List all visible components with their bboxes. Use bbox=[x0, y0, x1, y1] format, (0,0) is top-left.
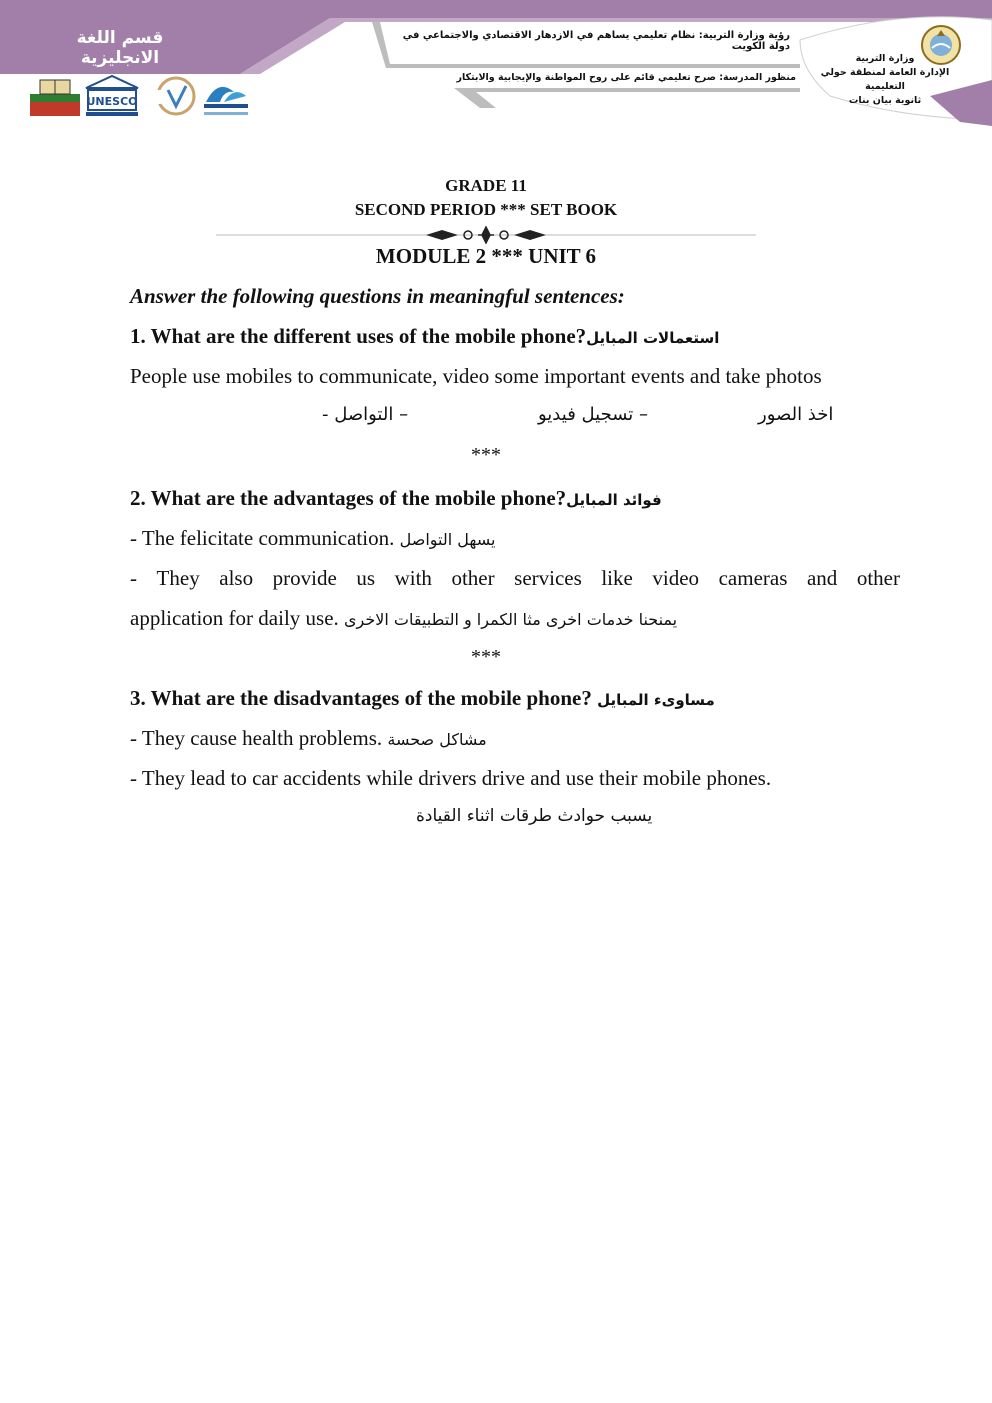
answer-2-2-line-1 bbox=[130, 566, 900, 591]
grade-heading: GRADE 11 bbox=[445, 176, 527, 195]
answer-2-2-line-2 bbox=[130, 606, 900, 631]
word: provide bbox=[272, 566, 337, 590]
question-1 bbox=[130, 324, 900, 349]
answer-2-1-arabic: يسهل التواصل bbox=[399, 530, 496, 549]
answer-2-2-text: application for daily use. bbox=[130, 606, 339, 630]
instruction: Answer the following questions in meaningful sentences: bbox=[130, 284, 625, 308]
question-3 bbox=[130, 686, 900, 711]
separator-2: *** bbox=[471, 646, 501, 668]
word: like bbox=[601, 566, 633, 590]
school-name: ثانوية بيان بنات bbox=[848, 95, 922, 106]
answer-1: People use mobiles to communicate, video some important events and take photos bbox=[130, 364, 822, 388]
directorate-name: الإدارة العامة لمنطقة حولي التعليمية bbox=[820, 67, 950, 92]
answer-3-1 bbox=[130, 726, 900, 751]
new-kuwait-logo-icon bbox=[204, 87, 248, 115]
separator-1: *** bbox=[471, 444, 501, 466]
word: also bbox=[219, 566, 254, 590]
word: other bbox=[451, 566, 495, 590]
word: other bbox=[856, 566, 900, 590]
question-1-arabic: استعمالات المبايل bbox=[586, 329, 720, 347]
period-heading: SECOND PERIOD *** SET BOOK bbox=[354, 200, 618, 219]
school-view: منظور المدرسة: صرح تعليمي قائم على روح المواطنة والإيجابية والابتكار bbox=[456, 72, 796, 83]
answer-1-arabic-communicate: – التواصل - bbox=[322, 404, 409, 425]
answer-3-2: - They lead to car accidents while drivers drive and use their mobile phones. bbox=[130, 766, 772, 790]
ministry-block bbox=[805, 52, 965, 108]
word: - bbox=[130, 566, 137, 590]
word: us bbox=[356, 566, 376, 590]
question-2-arabic: فوائد المبايل bbox=[566, 491, 662, 509]
module-heading: MODULE 2 *** UNIT 6 bbox=[375, 244, 597, 268]
answer-1-arabic-photos: اخذ الصور bbox=[758, 404, 834, 425]
ministry-vision: رؤية وزارة التربية: نظام تعليمي يساهم في الازدهار الاقتصادي والاجتماعي في دولة الكويت bbox=[402, 30, 790, 52]
question-1-text: 1. What are the different uses of the mobile phone? bbox=[130, 324, 587, 348]
word: and bbox=[806, 566, 838, 590]
question-2-text: 2. What are the advantages of the mobile phone? bbox=[130, 486, 567, 510]
answer-3-1-arabic: مشاكل صحسة bbox=[387, 730, 487, 749]
ministry-book-logo-icon bbox=[30, 80, 80, 116]
answer-3-1-text: - They cause health problems. bbox=[130, 726, 383, 750]
word: services bbox=[514, 566, 582, 590]
answer-3-2-arabic: يسبب حوادث طرقات اثناء القيادة bbox=[416, 806, 653, 826]
question-3-arabic: مساوىء المبايل bbox=[597, 691, 715, 709]
unesco-logo-icon bbox=[86, 76, 138, 116]
unesco-label: UNESCO bbox=[86, 95, 138, 108]
word: with bbox=[394, 566, 432, 590]
answer-1-arabic-video: – تسجيل فيديو bbox=[538, 404, 648, 425]
answer-2-1-text: - The felicitate communication. bbox=[130, 526, 395, 550]
school-logo-icon bbox=[144, 78, 194, 114]
word: video bbox=[652, 566, 700, 590]
partner-logos bbox=[28, 72, 253, 122]
question-3-text: 3. What are the disadvantages of the mobile phone? bbox=[130, 686, 592, 710]
word: They bbox=[156, 566, 200, 590]
word: cameras bbox=[718, 566, 788, 590]
department-title: قسم اللغة الانجليزية bbox=[76, 28, 164, 68]
ministry-name: وزارة التربية bbox=[855, 53, 915, 64]
answer-2-1 bbox=[130, 526, 900, 551]
question-2 bbox=[130, 486, 900, 511]
answer-2-2-arabic: يمنحنا خدمات اخرى مثا الكمرا و التطبيقات الاخرى bbox=[344, 610, 678, 629]
ornamental-divider bbox=[216, 226, 756, 244]
